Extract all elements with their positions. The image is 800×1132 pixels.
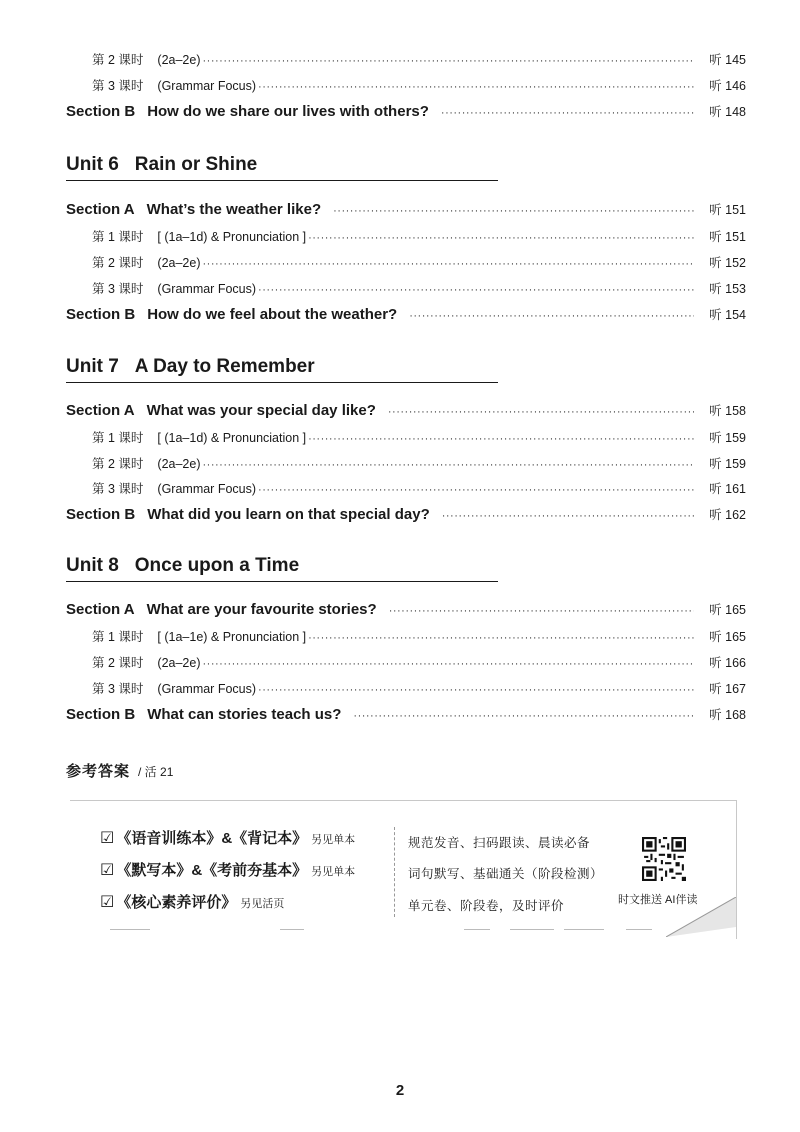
decor-line	[110, 929, 150, 930]
promo-feature: 单元卷、阶段卷，及时评价	[408, 899, 565, 913]
qr-caption: 时文推送 AI伴读	[618, 894, 698, 906]
page-ref: 听 159	[709, 457, 746, 471]
dot-leader	[203, 658, 695, 670]
promo-feature: 规范发音、扫码跟读、晨读必备	[408, 836, 591, 850]
product-title: 《核心素养评价》	[116, 894, 237, 911]
lesson-title: (2a–2e)	[157, 457, 201, 471]
page-ref: 听 154	[709, 308, 746, 322]
dot-leader	[258, 484, 694, 496]
dot-leader	[353, 710, 694, 722]
lesson-code: 第 2 课时	[92, 457, 144, 471]
toc-row-section[interactable]	[66, 600, 746, 620]
product-note: 另见单本	[311, 866, 356, 878]
page-curl-icon	[666, 897, 736, 937]
dot-leader	[258, 81, 694, 93]
section-code: Section B	[66, 706, 136, 723]
dot-leader	[203, 258, 695, 270]
section-code: Section A	[66, 601, 135, 618]
toc-row-lesson[interactable]	[92, 227, 746, 247]
unit-code: Unit 8	[66, 555, 119, 576]
toc-row-lesson[interactable]	[92, 428, 746, 448]
page-ref: 听 152	[709, 256, 746, 270]
toc-row-lesson[interactable]	[92, 76, 746, 96]
lesson-code: 第 2 课时	[92, 256, 144, 270]
promo-product	[100, 891, 284, 912]
dot-leader	[441, 107, 694, 119]
page-ref: 听 153	[709, 282, 746, 296]
toc-row-lesson[interactable]	[92, 279, 746, 299]
lesson-code: 第 1 课时	[92, 230, 144, 244]
product-title: 《语音训练本》&《背记本》	[116, 830, 308, 847]
section-title: How do we share our lives with others?	[147, 103, 429, 120]
page-ref: 听 165	[709, 603, 746, 617]
section-title: How do we feel about the weather?	[147, 306, 398, 323]
decor-line	[564, 929, 604, 930]
promo-divider	[394, 827, 395, 917]
lesson-code: 第 1 课时	[92, 630, 144, 644]
dot-leader	[203, 55, 695, 67]
toc-row-lesson[interactable]	[92, 253, 746, 273]
section-code: Section B	[66, 306, 136, 323]
lesson-code: 第 3 课时	[92, 79, 144, 93]
dot-leader	[308, 632, 694, 644]
page-ref: 听 162	[709, 508, 746, 522]
decor-line	[464, 929, 490, 930]
answer-key-entry[interactable]	[66, 760, 173, 781]
page-ref: 听 166	[709, 656, 746, 670]
toc-row-lesson[interactable]	[92, 454, 746, 474]
toc-row-lesson[interactable]	[92, 627, 746, 647]
lesson-title: (Grammar Focus)	[157, 482, 257, 496]
lesson-code: 第 3 课时	[92, 482, 144, 496]
dot-leader	[333, 205, 694, 217]
checkbox-check-icon: ☑	[100, 862, 115, 879]
checkbox-check-icon: ☑	[100, 894, 115, 911]
section-code: Section A	[66, 402, 135, 419]
decor-line	[626, 929, 652, 930]
qr-code-icon[interactable]	[642, 837, 686, 881]
product-title: 《默写本》&《考前夯基本》	[116, 862, 308, 879]
section-title: What was your special day like?	[146, 402, 376, 419]
lesson-code: 第 2 课时	[92, 53, 144, 67]
dot-leader	[258, 284, 694, 296]
lesson-code: 第 1 课时	[92, 431, 144, 445]
decor-line	[280, 929, 304, 930]
section-title: What can stories teach us?	[147, 706, 342, 723]
promo-product	[100, 827, 355, 848]
section-title: What are your favourite stories?	[146, 601, 377, 618]
lesson-title: (Grammar Focus)	[157, 79, 257, 93]
lesson-code: 第 3 课时	[92, 282, 144, 296]
toc-row-section[interactable]	[66, 705, 746, 725]
section-code: Section B	[66, 103, 136, 120]
dot-leader	[308, 433, 694, 445]
dot-leader	[409, 310, 694, 322]
promo-box	[70, 800, 737, 939]
dot-leader	[442, 510, 694, 522]
decor-line	[510, 929, 554, 930]
promo-feature: 词句默写、基础通关（阶段检测）	[408, 867, 604, 881]
dot-leader	[308, 232, 694, 244]
toc-row-lesson[interactable]	[92, 653, 746, 673]
lesson-title: [ (1a–1d) & Pronunciation ]	[157, 431, 307, 445]
unit-heading	[66, 555, 498, 582]
toc-row-lesson[interactable]	[92, 50, 746, 70]
toc-row-section[interactable]	[66, 102, 746, 122]
section-title: What’s the weather like?	[146, 201, 322, 218]
section-code: Section B	[66, 506, 136, 523]
lesson-title: (2a–2e)	[157, 256, 201, 270]
section-title: What did you learn on that special day?	[147, 506, 430, 523]
lesson-code: 第 3 课时	[92, 682, 144, 696]
toc-row-section[interactable]	[66, 305, 746, 325]
promo-product	[100, 859, 355, 880]
page-ref: 听 161	[709, 482, 746, 496]
dot-leader	[258, 684, 694, 696]
unit-code: Unit 7	[66, 356, 119, 377]
toc-row-section[interactable]	[66, 200, 746, 220]
answer-key-ref: / 活 21	[138, 765, 174, 779]
lesson-title: (2a–2e)	[157, 656, 201, 670]
lesson-title: (Grammar Focus)	[157, 282, 257, 296]
page-ref: 听 146	[709, 79, 746, 93]
lesson-title: (2a–2e)	[157, 53, 201, 67]
page-ref: 听 165	[709, 630, 746, 644]
lesson-title: [ (1a–1e) & Pronunciation ]	[157, 630, 307, 644]
toc-row-section[interactable]	[66, 505, 746, 525]
unit-heading	[66, 154, 498, 181]
page-ref: 听 159	[709, 431, 746, 445]
page-ref: 听 151	[709, 230, 746, 244]
toc-row-section[interactable]	[66, 401, 746, 421]
page-number: 2	[395, 1082, 405, 1099]
checkbox-check-icon: ☑	[100, 830, 115, 847]
unit-heading	[66, 356, 498, 383]
answer-key-label: 参考答案	[66, 763, 131, 780]
page-ref: 听 151	[709, 203, 746, 217]
lesson-code: 第 2 课时	[92, 656, 144, 670]
page-ref: 听 168	[709, 708, 746, 722]
page-ref: 听 145	[709, 53, 746, 67]
page-ref: 听 148	[709, 105, 746, 119]
unit-name: A Day to Remember	[134, 356, 315, 377]
dot-leader	[203, 459, 695, 471]
product-note: 另见单本	[311, 834, 356, 846]
page-ref: 听 158	[709, 404, 746, 418]
product-note: 另见活页	[240, 898, 285, 910]
toc-row-lesson[interactable]	[92, 679, 746, 699]
lesson-title: [ (1a–1d) & Pronunciation ]	[157, 230, 307, 244]
dot-leader	[389, 605, 694, 617]
lesson-title: (Grammar Focus)	[157, 682, 257, 696]
toc-row-lesson[interactable]	[92, 479, 746, 499]
unit-code: Unit 6	[66, 154, 119, 175]
page-ref: 听 167	[709, 682, 746, 696]
section-code: Section A	[66, 201, 135, 218]
unit-name: Once upon a Time	[134, 555, 300, 576]
unit-name: Rain or Shine	[134, 154, 258, 175]
dot-leader	[388, 406, 694, 418]
